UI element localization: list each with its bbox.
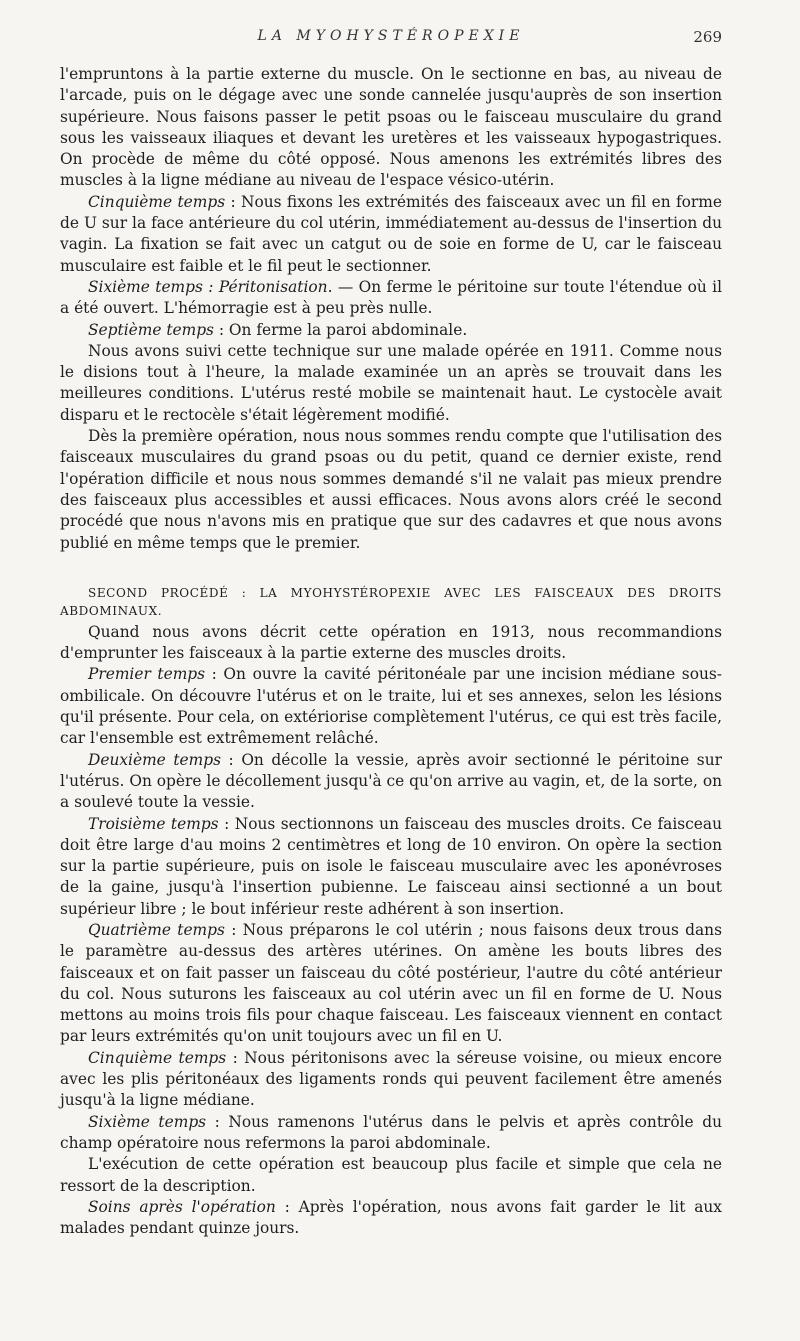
paragraph: [60, 1112, 722, 1155]
running-header: [60, 28, 722, 50]
paragraph: [60, 192, 722, 277]
paragraph-text: l'empruntons à la partie externe du muscle. On le sectionne en bas, au niveau de l'arcade, puis on le dégage avec une sonde cannelée jusqu'auprès de son insertion supérieure. Nous faisons passer le petit psoas ou le faisceau musculaire du grand sous les vaisseaux iliaques et devant les uretères et les vaisseaux hypogastriques. On procède de même du côté opposé. Nous amenons les extrémités libres des muscles à la ligne médiane au niveau de l'espace vésico-utérin.: [60, 65, 722, 190]
paragraph-text: : Après l'opération, nous avons fait garder le lit aux malades pendant quinze jours.: [60, 1197, 722, 1238]
paragraph: [60, 750, 722, 814]
paragraph: [60, 64, 722, 192]
step-label: Septième temps: [88, 320, 214, 339]
step-label: Deuxième temps: [88, 750, 221, 769]
step-label: Quatrième temps: [88, 920, 225, 939]
step-label: Cinquième temps: [88, 192, 226, 211]
paragraph: [60, 664, 722, 749]
paragraph-text: Quand nous avons décrit cette opération en 1913, nous recommandions d'emprunter les faisceaux à la partie externe des muscles droits.: [60, 622, 722, 663]
paragraph-text: — On ferme le péritoine sur toute l'étendue où il a été ouvert. L'hémorragie est à peu près nulle.: [60, 277, 723, 318]
paragraph: [60, 814, 722, 920]
step-label: Cinquième temps: [88, 1048, 227, 1067]
step-label: Soins après l'opération: [88, 1197, 276, 1216]
paragraph-text: Nous avons suivi cette technique sur une malade opérée en 1911. Comme nous le disions tout à l'heure, la malade examinée un an après se trouvait dans les meilleures conditions. L'utérus resté mobile se maintenait haut. Le cystocèle avait disparu et le rectocèle s'était légèrement modifié.: [60, 341, 722, 424]
body-text: [60, 64, 722, 1239]
paragraph: [60, 1197, 722, 1240]
paragraph-text: : On ferme la paroi abdominale.: [213, 320, 468, 339]
paragraph-text: : Nous fixons les extrémités des faisceaux avec un fil en forme de U sur la face antérieure du col utérin, immédiatement au-dessus de l'insertion du vagin. La fixation se fait avec un catgut ou de soie en forme de U, car le faisceau musculaire est faible et le fil peut le sectionner.: [60, 192, 722, 275]
paragraph: [60, 622, 722, 665]
paragraph-text: : Nous péritonisons avec la séreuse voisine, ou mieux encore avec les plis péritonéaux des ligaments ronds qui peuvent facilement être amenés jusqu'à la ligne médiane.: [60, 1048, 723, 1110]
paragraph: [60, 920, 722, 1048]
step-label: Troisième temps: [88, 814, 219, 833]
paragraph: [60, 341, 722, 426]
paragraph: [60, 1154, 722, 1197]
section-heading: SECOND PROCÉDÉ : LA MYOHYSTÉROPEXIE AVEC LES FAISCEAUX DES DROITS ABDOMINAUX.: [60, 585, 722, 618]
paragraph-text: : On ouvre la cavité péritonéale par une incision médiane sous-ombilicale. On découvre l'utérus et on le traite, lui et ses annexes, selon les lésions qu'il présente. Pour cela, on extériorise complètement l'utérus, ce qui est très facile, car l'ensemble est extrêmement relâché.: [60, 665, 722, 748]
paragraph-text: L'exécution de cette opération est beaucoup plus facile et simple que cela ne ressort de la description.: [60, 1155, 722, 1195]
paragraph-text: : Nous ramenons l'utérus dans le pelvis et après contrôle du champ opératoire nous refermons la paroi abdominale.: [60, 1112, 722, 1152]
paragraph-text: : Nous préparons le col utérin ; nous faisons deux trous dans le paramètre au-dessus des artères utérines. On amène les bouts libres des faisceaux et on fait passer un faisceau du côté postérieur, l'autre du côté antérieur du col. Nous suturons les faisceaux au col utérin avec un fil en forme de U. Nous mettons au moins trois fils pour chaque faisceau. Les faisceaux viennent en contact par leurs extrémités qu'on unit toujours avec un fil en U.: [60, 920, 722, 1046]
paragraph-text: : On décolle la vessie, après avoir sectionné le péritoine sur l'utérus. On opère le décollement jusqu'à ce qu'on arrive au vagin, et, de la sorte, on a soulevé toute la vessie.: [60, 750, 722, 812]
paragraph: [60, 1048, 722, 1112]
running-title: LA MYOHYSTÉROPEXIE: [257, 28, 525, 44]
paragraph: [60, 320, 722, 341]
step-label: Sixième temps: [88, 1112, 207, 1131]
paragraph-text: : Nous sectionnons un faisceau des muscles droits. Ce faisceau doit être large d'au moins 2 centimètres et long de 10 environ. On opère la section sur la partie supérieure, puis on isole le faisceau musculaire avec les aponévroses de la gaine, jusqu'à l'insertion pubienne. Le faisceau ainsi sectionné a un bout supérieur libre ; le bout inférieur reste adhérent à son insertion.: [60, 814, 722, 918]
paragraph: [60, 426, 722, 554]
step-label: Premier temps: [88, 665, 206, 684]
paragraph-text: Dès la première opération, nous nous sommes rendu compte que l'utilisation des faisceaux musculaires du grand psoas ou du petit, quand ce dernier existe, rend l'opération difficile et nous nous sommes demandé s'il ne valait pas mieux prendre des faisceaux plus accessibles et aussi efficaces. Nous avons alors créé le second procédé que nous n'avons mis en pratique que sur des cadavres et que nous avons publié en même temps que le premier.: [60, 427, 722, 552]
text-block-1: [60, 64, 722, 554]
text-block-2: [60, 622, 722, 1240]
paragraph: [60, 277, 722, 320]
page-number: 269: [693, 28, 722, 46]
step-label: Sixième temps : Péritonisation.: [88, 277, 333, 296]
